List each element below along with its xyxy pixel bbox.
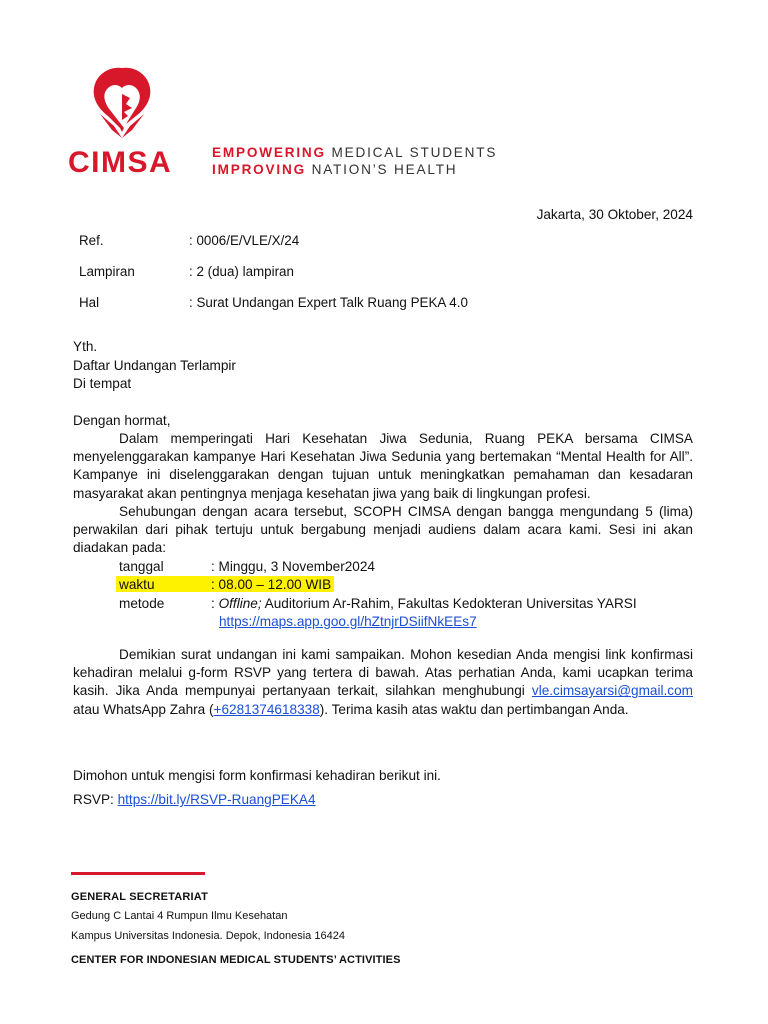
phoenix-hands-icon [86, 64, 158, 140]
meta-attachment: Lampiran : 2 (dua) lampiran [79, 264, 294, 279]
paragraph-2: Sehubungan dengan acara tersebut, SCOPH CIMSA dengan bangga mengundang 5 (lima) perwakilan dari pihak tertuju untuk bergabung menjadi audiens dalam acara kami. Sesi ini akan diadakan pada: [73, 504, 693, 556]
map-link[interactable]: https://maps.app.goo.gl/hZtnjrDSiifNkEEs7 [219, 614, 477, 629]
letter-date: Jakarta, 30 Oktober, 2024 [536, 207, 693, 222]
tagline-line-1: EMPOWERING MEDICAL STUDENTS [212, 145, 498, 160]
rsvp-note: Dimohon untuk mengisi form konfirmasi kehadiran berikut ini. [73, 768, 441, 783]
rsvp-link[interactable]: https://bit.ly/RSVP-RuangPEKA4 [117, 792, 316, 807]
tagline-line-2: IMPROVING NATION’S HEALTH [212, 162, 458, 177]
schedule-method: metode : Offline; Auditorium Ar-Rahim, Fakultas Kedokteran Universitas YARSI [119, 596, 637, 611]
footer-org: CENTER FOR INDONESIAN MEDICAL STUDENTS’ ACTIVITIES [71, 954, 401, 966]
schedule-time: waktu : 08.00 – 12.00 WIB [119, 577, 332, 592]
footer-title: GENERAL SECRETARIAT [71, 891, 209, 903]
rsvp-row: RSVP: https://bit.ly/RSVP-RuangPEKA4 [73, 792, 316, 807]
paragraph-3: Demikian surat undangan ini kami sampaikan. Mohon kesedian Anda mengisi link konfirmasi kehadiran melalui g-form RSVP yang tertera di bawah. Atas perhatian Anda, kami ucapkan terima kasih. Jika Anda mempunyai pertanyaan terkait, silahkan menghubungi vle.cimsayarsi@gmail.com atau WhatsApp Zahra (+6281374618338). Terima kasih atas waktu dan pertimbangan Anda. [73, 647, 693, 717]
greeting: Dengan hormat, [73, 413, 171, 428]
whatsapp-link[interactable]: +6281374618338 [213, 701, 320, 717]
footer-address-2: Kampus Universitas Indonesia. Depok, Indonesia 16424 [71, 930, 345, 942]
schedule-date: tanggal : Minggu, 3 November2024 [119, 559, 375, 574]
paragraph-1: Dalam memperingati Hari Kesehatan Jiwa Sedunia, Ruang PEKA bersama CIMSA menyelenggarakan kampanye Hari Kesehatan Jiwa Sedunia yang bertemakan “Mental Health for All”. Kampanye ini diselenggarakan dengan tujuan untuk meningkatkan pemahaman dan kesadaran masyarakat akan pentingnya menjaga kesehatan jiwa yang baik di lingkungan profesi. [73, 431, 693, 501]
tagline [212, 144, 497, 178]
recipient-block: Yth. Daftar Undangan Terlampir Di tempat [73, 339, 236, 391]
brand-name: CIMSA [68, 146, 173, 179]
meta-subject: Hal : Surat Undangan Expert Talk Ruang PEKA 4.0 [79, 295, 468, 310]
footer-address-1: Gedung C Lantai 4 Rumpun Ilmu Kesehatan [71, 910, 288, 922]
email-link[interactable]: vle.cimsayarsi@gmail.com [531, 683, 693, 699]
map-link-row [219, 614, 477, 629]
meta-ref: Ref. : 0006/E/VLE/X/24 [79, 233, 300, 248]
cimsa-logo [68, 64, 184, 179]
footer-divider [71, 872, 205, 875]
